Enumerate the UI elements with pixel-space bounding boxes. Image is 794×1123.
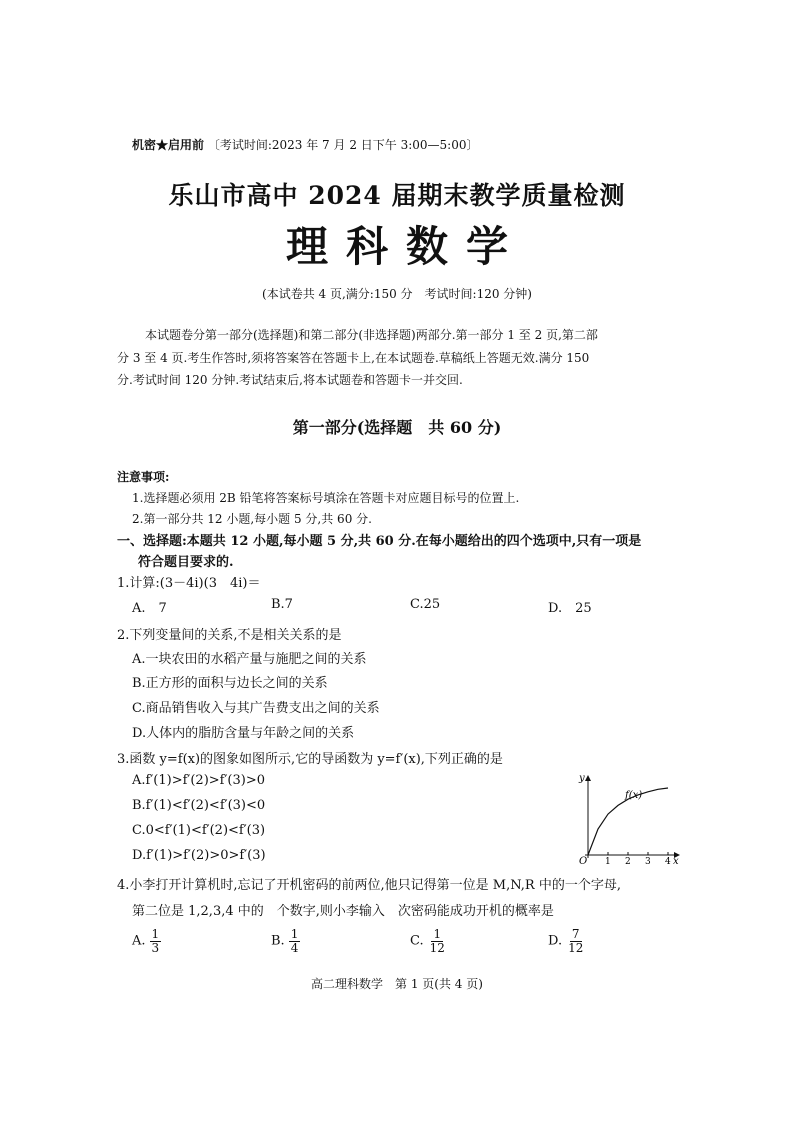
q4-option-a-denominator: 3 xyxy=(151,940,160,955)
q4-option-c-label: C. xyxy=(410,933,424,949)
q4-option-c xyxy=(410,928,447,954)
q3-option-d: D.f′(1)>f′(2)>0>f′(3) xyxy=(132,848,266,863)
subject-title: 理科数学 xyxy=(285,222,526,271)
exam-header-line xyxy=(132,136,478,153)
confidential-label: 机密★启用前 xyxy=(132,138,205,152)
q3-stem: 3.函数 y=f(x)的图象如图所示,它的导函数为 y=f′(x),下列正确的是 xyxy=(117,752,503,767)
x-axis-label: x xyxy=(673,856,679,865)
q2-option-d: D.人体内的脂肪含量与年龄之间的关系 xyxy=(132,726,355,741)
q4-option-d-fraction xyxy=(566,928,585,954)
q4-option-b-fraction xyxy=(289,928,301,954)
q4-option-b-numerator: 1 xyxy=(290,927,299,941)
q2-option-a: A.一块农田的水稻产量与施肥之间的关系 xyxy=(132,652,367,667)
function-graph xyxy=(575,770,685,865)
intro-line-1: 本试题卷分第一部分(选择题)和第二部分(非选择题)两部分.第一部分 1 至 2 页,第二部 xyxy=(145,328,598,342)
q4-option-a-label: A. xyxy=(132,933,146,949)
q4-option-d-numerator: 7 xyxy=(571,927,580,941)
notice-item-1: 1.选择题必须用 2B 铅笔将答案标号填涂在答题卡对应题目标号的位置上. xyxy=(132,491,520,505)
curve-label: f(x) xyxy=(625,790,643,801)
y-axis-label: y xyxy=(579,773,585,784)
q4-option-b xyxy=(271,928,300,954)
exam-time: 〔考试时间:2023 年 7 月 2 日下午 3:00—5:00〕 xyxy=(207,138,479,152)
section-instruction-2: 符合题目要求的. xyxy=(138,555,234,570)
q4-option-a xyxy=(132,928,161,954)
intro-line-3: 分.考试时间 120 分钟.考试结束后,将本试题卷和答题卡一并交回. xyxy=(117,373,463,387)
q4-option-c-fraction xyxy=(428,928,447,954)
q4-option-c-numerator: 1 xyxy=(433,927,442,941)
q2-option-c: C.商品销售收入与其广告费支出之间的关系 xyxy=(132,701,380,716)
q4-option-a-fraction xyxy=(150,928,162,954)
exam-title: 乐山市高中 2024 届期末教学质量检测 xyxy=(168,181,626,210)
exam-info: (本试卷共 4 页,满分:150 分 考试时间:120 分钟) xyxy=(262,287,532,301)
q2-stem: 2.下列变量间的关系,不是相关关系的是 xyxy=(117,628,342,643)
x-tick-label: 3 xyxy=(645,857,651,865)
q4-option-c-denominator: 12 xyxy=(429,940,445,955)
q1-option-b: B.7 xyxy=(271,597,293,612)
q3-option-b: B.f′(1)<f′(2)<f′(3)<0 xyxy=(132,798,266,813)
q4-option-d xyxy=(548,928,585,954)
page-footer: 高二理科数学 第 1 页(共 4 页) xyxy=(311,977,483,991)
origin-label: O xyxy=(579,856,588,865)
q1-option-a: A. 7 xyxy=(132,601,167,616)
q1-option-d: D. 25 xyxy=(548,601,592,616)
q4-option-d-label: D. xyxy=(548,933,563,949)
q4-option-b-label: B. xyxy=(271,933,285,949)
intro-line-2: 分 3 至 4 页.考生作答时,须将答案答在答题卡上,在本试题卷.草稿纸上答题无效.满分 150 xyxy=(117,351,590,365)
x-tick-label: 1 xyxy=(605,857,611,865)
q4-stem-line-1: 4.小李打开计算机时,忘记了开机密码的前两位,他只记得第一位是 M,N,R 中的一个字母, xyxy=(117,878,621,893)
q1-option-c: C.25 xyxy=(410,597,441,612)
notice-item-2: 2.第一部分共 12 小题,每小题 5 分,共 60 分. xyxy=(132,512,372,526)
x-tick-label: 4 xyxy=(665,857,671,865)
x-tick-label: 2 xyxy=(625,857,631,865)
q4-option-d-denominator: 12 xyxy=(568,940,584,955)
q2-option-b: B.正方形的面积与边长之间的关系 xyxy=(132,676,328,691)
q1-stem: 1.计算:(3－4i)(3 4i)＝ xyxy=(117,576,261,591)
part1-heading: 第一部分(选择题 共 60 分) xyxy=(292,418,502,437)
q3-option-c: C.0<f′(1)<f′(2)<f′(3) xyxy=(132,823,266,838)
q4-option-a-numerator: 1 xyxy=(151,927,160,941)
q4-option-b-denominator: 4 xyxy=(290,940,299,955)
notice-title: 注意事项: xyxy=(117,470,170,484)
q4-stem-line-2: 第二位是 1,2,3,4 中的 个数字,则小李输入 次密码能成功开机的概率是 xyxy=(132,904,554,919)
section-instruction-1: 一、选择题:本题共 12 小题,每小题 5 分,共 60 分.在每小题给出的四个选项中,只有一项是 xyxy=(117,534,642,549)
q3-option-a: A.f′(1)>f′(2)>f′(3)>0 xyxy=(132,773,266,788)
